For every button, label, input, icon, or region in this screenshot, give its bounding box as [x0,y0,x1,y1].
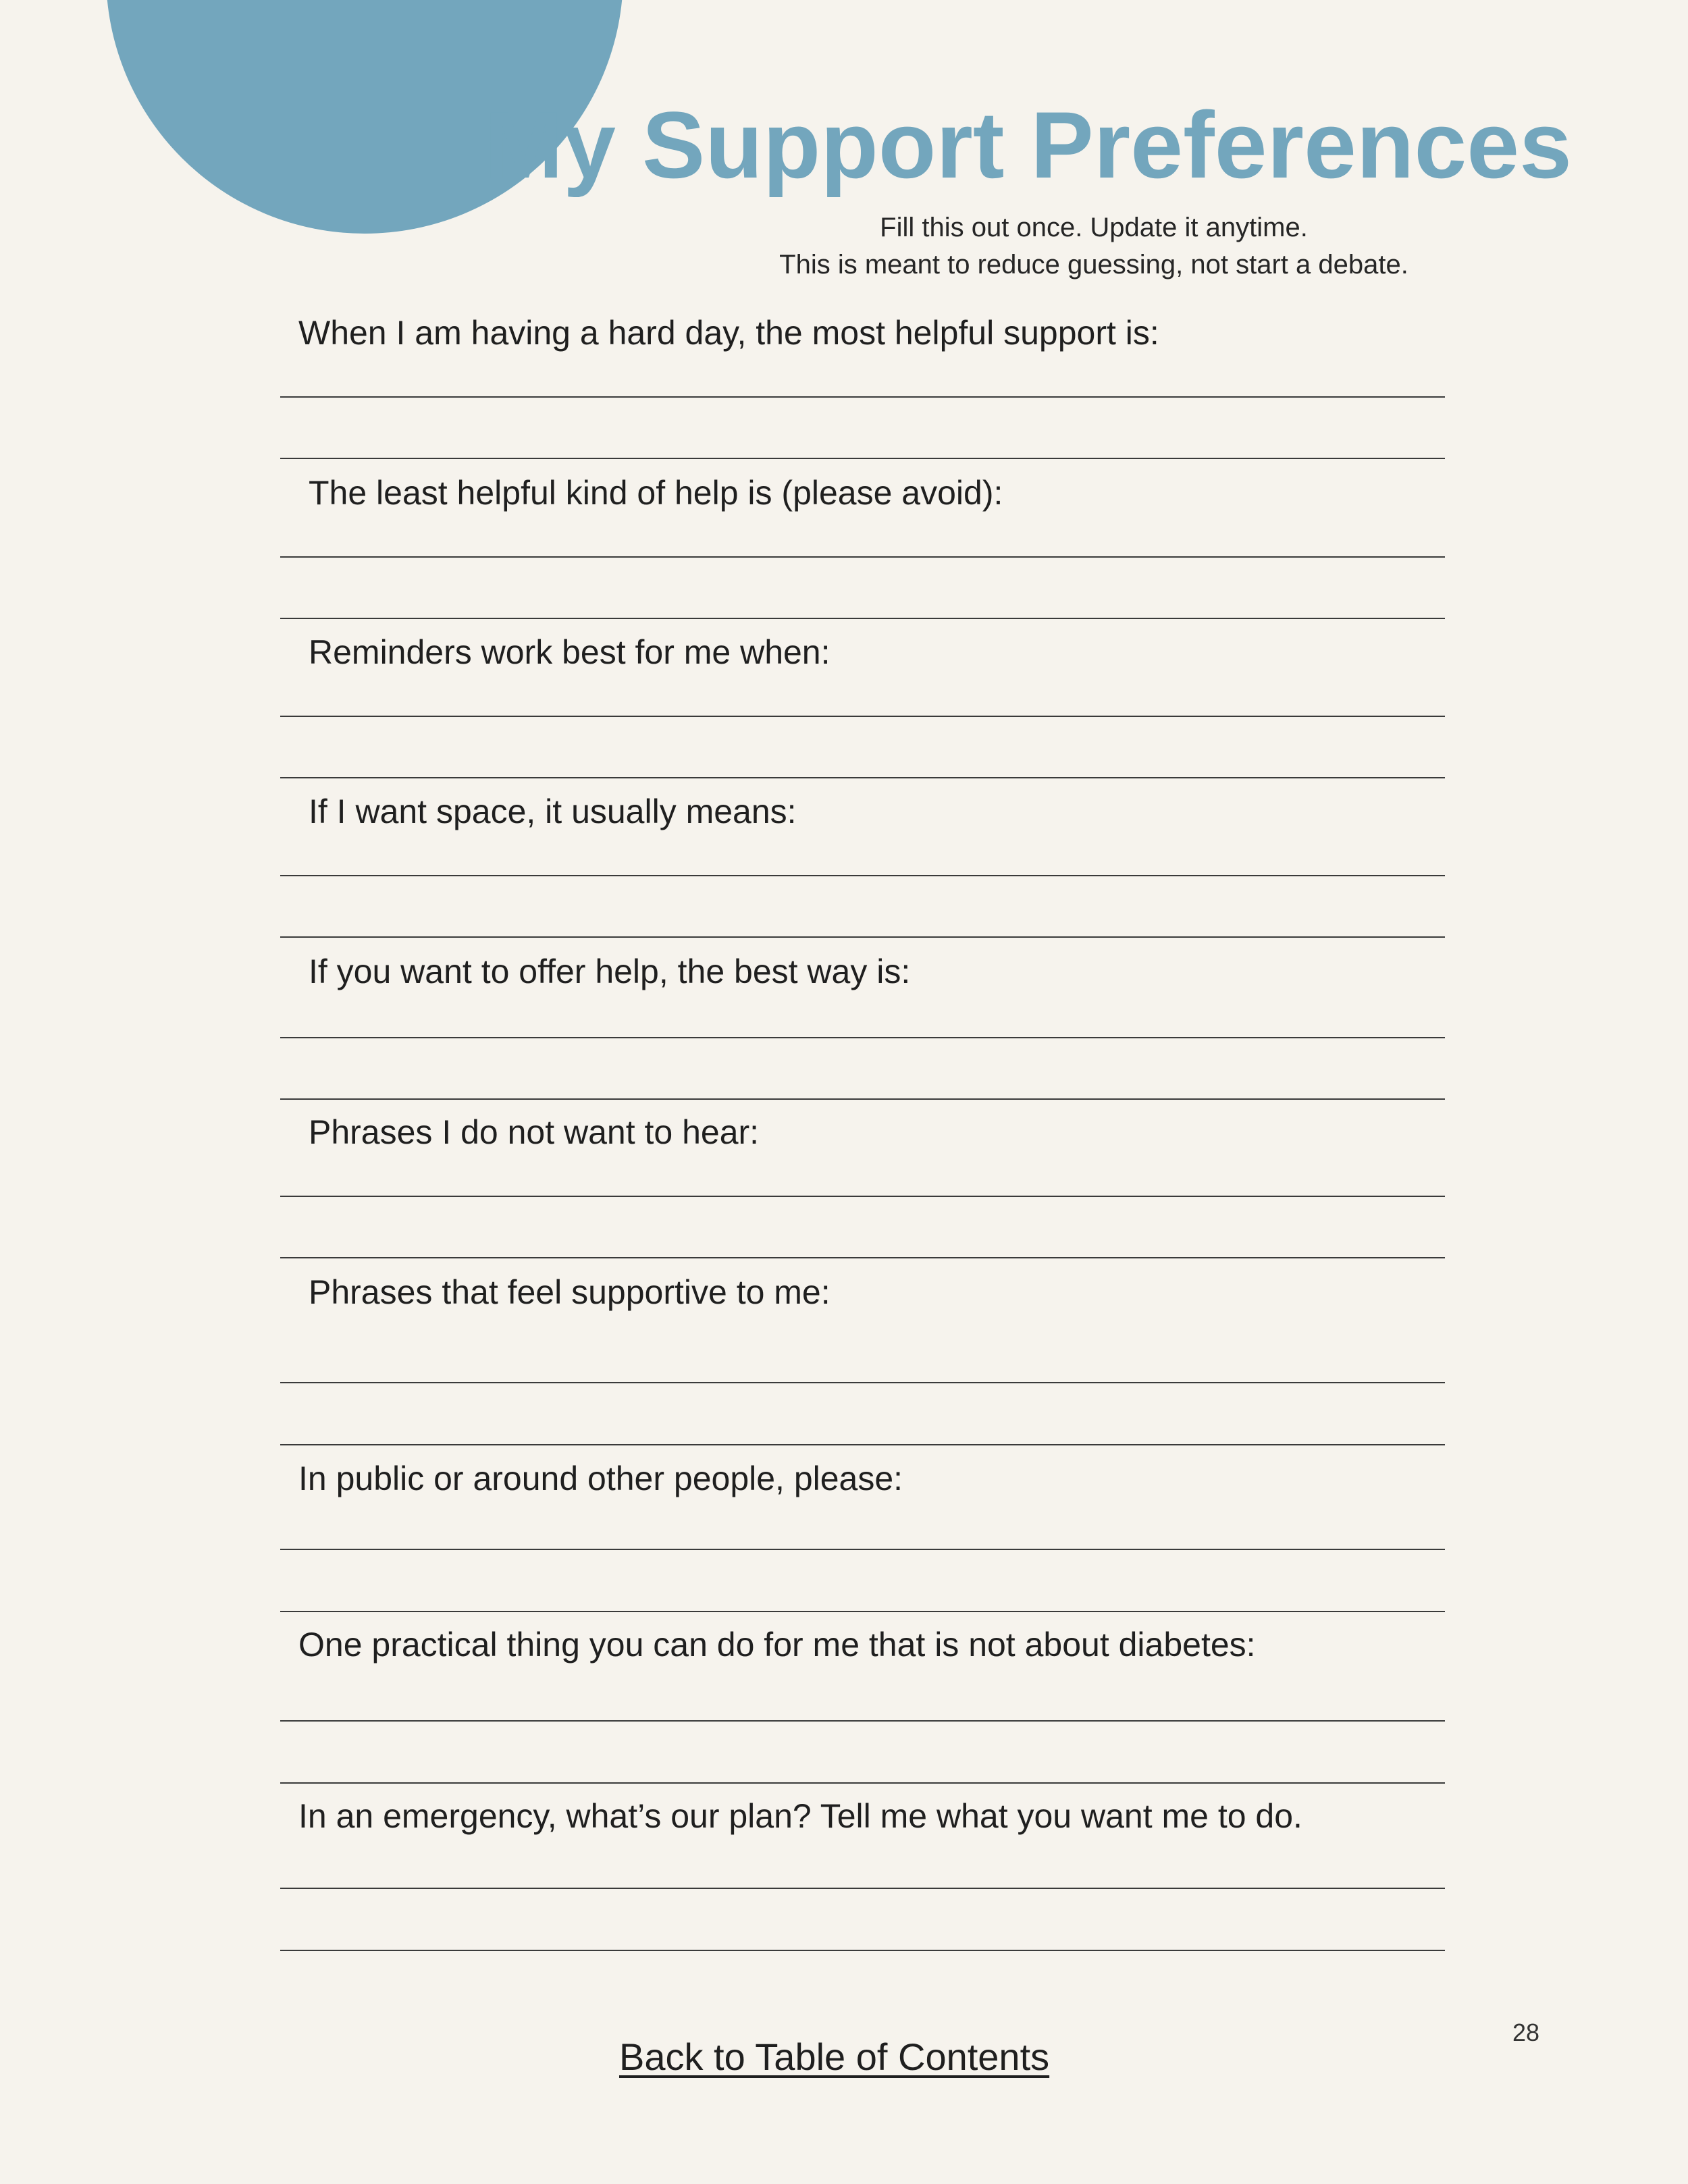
subtitle-line-1: Fill this out once. Update it anytime. [880,213,1308,242]
answer-line[interactable] [280,1444,1445,1445]
answer-line[interactable] [280,875,1445,876]
answer-line[interactable] [280,1720,1445,1722]
answer-line[interactable] [280,1257,1445,1258]
prompt-offer-help: If you want to offer help, the best way is: [309,953,911,990]
answer-line[interactable] [280,1098,1445,1100]
answer-line[interactable] [280,618,1445,619]
prompt-hard-day: When I am having a hard day, the most helpful support is: [298,314,1159,352]
answer-line[interactable] [280,1382,1445,1383]
answer-line[interactable] [280,1611,1445,1612]
answer-line[interactable] [280,458,1445,459]
back-to-toc-link[interactable]: Back to Table of Contents [619,2035,1050,2078]
prompt-in-public: In public or around other people, please: [298,1460,903,1497]
answer-line[interactable] [280,556,1445,558]
answer-line[interactable] [280,1888,1445,1889]
page-number: 28 [1512,2019,1540,2046]
prompt-reminders: Reminders work best for me when: [309,633,830,671]
answer-line[interactable] [280,936,1445,938]
page-title: My Support Preferences [484,92,1572,198]
answer-line[interactable] [280,396,1445,398]
prompt-least-helpful: The least helpful kind of help is (please avoid): [309,474,1003,512]
answer-line[interactable] [280,1037,1445,1038]
answer-line[interactable] [280,1549,1445,1550]
prompt-practical-thing: One practical thing you can do for me that is not about diabetes: [298,1626,1256,1663]
answer-line[interactable] [280,777,1445,778]
answer-line[interactable] [280,1950,1445,1951]
prompt-phrases-avoid: Phrases I do not want to hear: [309,1113,760,1151]
answer-line[interactable] [280,1196,1445,1197]
subtitle-line-2: This is meant to reduce guessing, not start a debate. [779,250,1408,279]
answer-line[interactable] [280,1782,1445,1784]
answer-line[interactable] [280,716,1445,717]
prompt-phrases-supportive: Phrases that feel supportive to me: [309,1273,830,1311]
prompt-want-space: If I want space, it usually means: [309,793,797,830]
prompt-emergency-plan: In an emergency, what’s our plan? Tell me what you want me to do. [298,1797,1302,1835]
